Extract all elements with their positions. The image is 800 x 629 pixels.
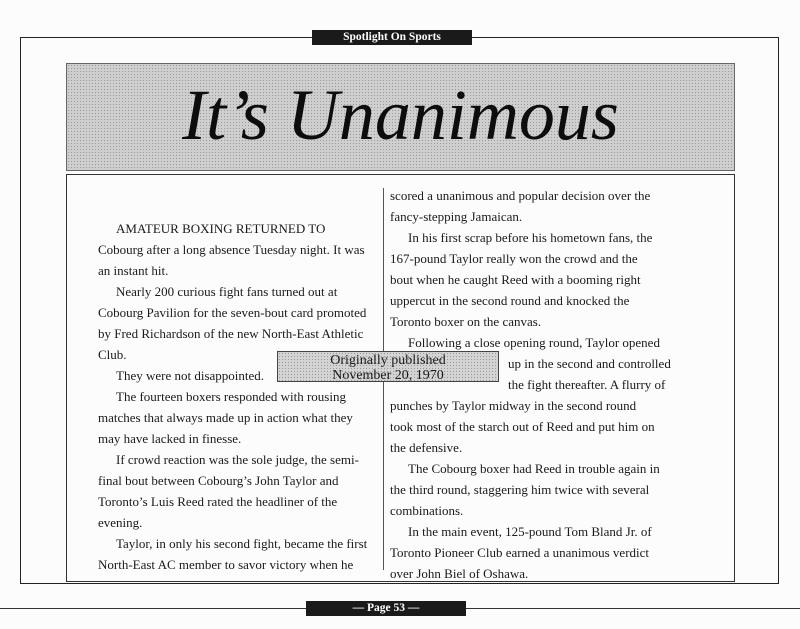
paragraph <box>98 449 373 533</box>
text-line: punches by Taylor midway in the second round <box>390 398 637 413</box>
article-left-column <box>98 218 373 575</box>
text-line: combinations. <box>390 503 464 518</box>
text-line: scored a unanimous and popular decision over the <box>390 188 651 203</box>
text-line: Cobourg Pavilion for the seven-bout card promoted <box>98 305 367 320</box>
text-line: The Cobourg boxer had Reed in trouble again in <box>408 461 660 476</box>
callout-line-2: November 20, 1970 <box>332 368 444 383</box>
text-line: North-East AC member to savor victory when he <box>98 557 354 572</box>
callout-line-1: Originally published <box>330 353 446 368</box>
section-label: Spotlight On Sports <box>312 30 472 45</box>
text-line: AMATEUR BOXING RETURNED TO <box>116 221 326 236</box>
text-line: may have lacked in finesse. <box>98 431 242 446</box>
paragraph <box>390 185 695 227</box>
text-line: an instant hit. <box>98 263 169 278</box>
headline: It’s Unanimous <box>182 75 619 155</box>
text-line: evening. <box>98 515 143 530</box>
text-line: Cobourg after a long absence Tuesday night. It was <box>98 242 365 257</box>
text-line: the defensive. <box>390 440 463 455</box>
text-line: uppercut in the second round and knocked the <box>390 293 630 308</box>
paragraph <box>98 218 373 281</box>
paragraph <box>98 386 373 449</box>
text-line: In the main event, 125-pound Tom Bland Jr. of <box>408 524 652 539</box>
publication-date-callout <box>277 351 499 382</box>
text-line: matches that always made up in action what they <box>98 410 353 425</box>
paragraph <box>390 521 695 584</box>
text-line: Toronto’s Luis Reed rated the headliner of the <box>98 494 338 509</box>
text-line: the fight thereafter. A flurry of <box>508 377 666 392</box>
text-line: over John Biel of Oshawa. <box>390 566 529 581</box>
text-line: bout when he caught Reed with a booming right <box>390 272 641 287</box>
text-line: If crowd reaction was the sole judge, the semi- <box>116 452 359 467</box>
article-right-column <box>390 185 695 584</box>
paragraph <box>98 533 373 575</box>
text-line: final bout between Cobourg’s John Taylor and <box>98 473 339 488</box>
text-line: In his first scrap before his hometown fans, the <box>408 230 653 245</box>
text-line: the third round, staggering him twice with several <box>390 482 650 497</box>
text-line: Club. <box>98 347 127 362</box>
text-line: Nearly 200 curious fight fans turned out at <box>116 284 338 299</box>
text-line: The fourteen boxers responded with rousing <box>116 389 346 404</box>
text-line: fancy-stepping Jamaican. <box>390 209 523 224</box>
text-line: took most of the starch out of Reed and put him on <box>390 419 655 434</box>
text-line: 167-pound Taylor really won the crowd and the <box>390 251 638 266</box>
page-number: — Page 53 — <box>306 601 466 616</box>
text-line: Toronto boxer on the canvas. <box>390 314 542 329</box>
headline-band <box>66 63 735 171</box>
text-line: Taylor, in only his second fight, became the first <box>116 536 368 551</box>
text-line: They were not disappointed. <box>116 368 265 383</box>
text-line: Toronto Pioneer Club earned a unanimous verdict <box>390 545 650 560</box>
text-line: Following a close opening round, Taylor opened <box>408 335 660 350</box>
paragraph <box>390 458 695 521</box>
text-line: by Fred Richardson of the new North-East Athletic <box>98 326 364 341</box>
paragraph <box>390 227 695 332</box>
text-line: up in the second and controlled <box>508 356 671 371</box>
